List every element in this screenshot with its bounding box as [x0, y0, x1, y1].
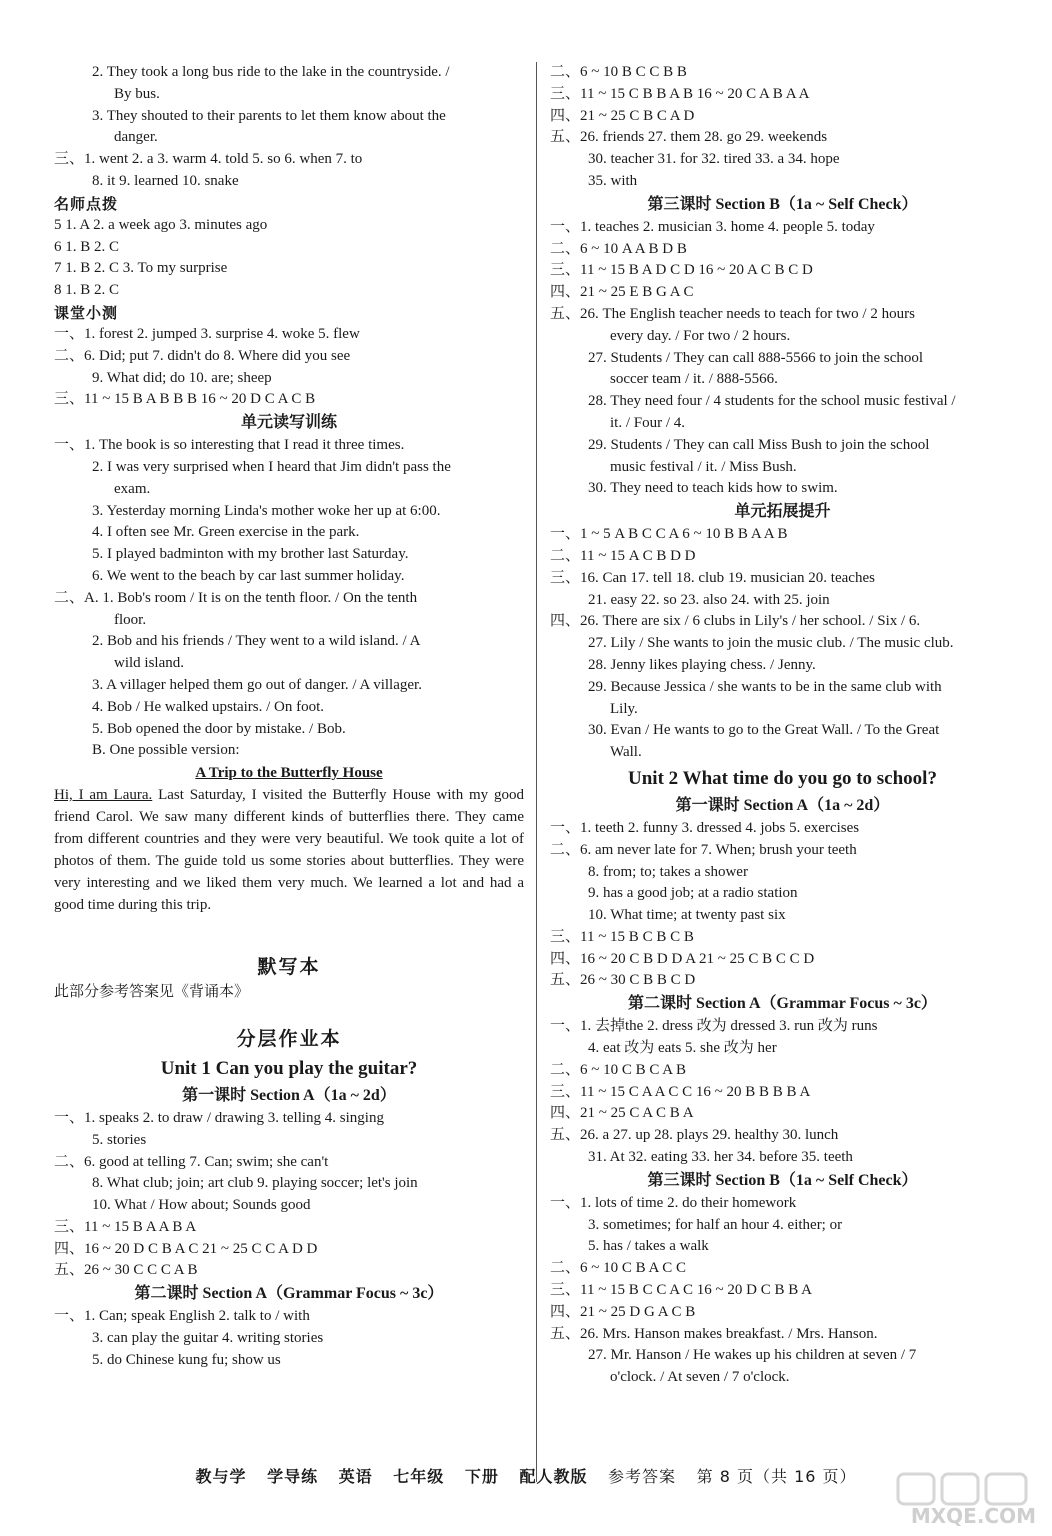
answer-line: 4. Bob / He walked upstairs. / On foot. — [92, 698, 325, 715]
answer-line: 8. What club; join; art club 9. playing soccer; let's join — [92, 1175, 418, 1192]
answer-line: 一、1. teeth 2. funny 3. dressed 4. jobs 5. exercises — [550, 819, 860, 836]
answer-line: 5. do Chinese kung fu; show us — [92, 1351, 281, 1368]
footer-subject: 英语 — [338, 1467, 373, 1486]
unit-title: Unit 2 What time do you go to school? — [628, 767, 937, 789]
answer-line: 8. it 9. learned 10. snake — [92, 172, 239, 189]
answer-line: 二、6. Did; put 7. didn't do 8. Where did you see — [54, 347, 351, 364]
answer-line: 29. Students / They can call Miss Bush to join the school — [588, 436, 930, 453]
answer-line: 三、11 ~ 15 B C B C B — [550, 928, 694, 945]
footer-edition: 配人教版 — [519, 1467, 588, 1486]
answer-line: 3. Yesterday morning Linda's mother woke her up at 6:00. — [92, 502, 441, 519]
answer-line: 一、1. forest 2. jumped 3. surprise 4. woke 5. flew — [54, 325, 360, 342]
answer-line: 一、1. The book is so interesting that I read it three times. — [54, 437, 405, 454]
lesson-heading: 单元读写训练 — [240, 414, 337, 432]
answer-line: 35. with — [588, 172, 638, 189]
answer-line: 10. What time; at twenty past six — [588, 907, 786, 924]
lesson-heading: 第三课时 Section B（1a ~ Self Check） — [647, 195, 918, 213]
answer-line: 四、26. There are six / 6 clubs in Lily's / her school. / Six / 6. — [550, 613, 921, 630]
answer-line: 一、1. lots of time 2. do their homework — [550, 1194, 797, 1211]
answer-line: 五、26. friends 27. them 28. go 29. weekends — [550, 129, 828, 146]
answer-line: 三、11 ~ 15 C B B A B 16 ~ 20 C A B A A — [550, 85, 810, 102]
answer-continuation: music festival / it. / Miss Bush. — [610, 458, 797, 475]
section-spacer — [54, 1004, 524, 1024]
answer-line: 2. Bob and his friends / They went to a wild island. / A — [92, 633, 421, 650]
answer-line: 8 1. B 2. C — [54, 282, 120, 299]
section-spacer — [54, 916, 524, 952]
answer-line: 三、11 ~ 15 B A B B B 16 ~ 20 D C A C B — [54, 391, 316, 408]
answer-line: 3. They shouted to their parents to let them know about the — [92, 107, 446, 124]
answer-line: 9. What did; do 10. are; sheep — [92, 369, 272, 386]
unit-title: Unit 1 Can you play the guitar? — [160, 1057, 418, 1079]
part-heading: 分层作业本 — [236, 1027, 342, 1050]
lesson-heading: 第三课时 Section B（1a ~ Self Check） — [647, 1171, 918, 1189]
answer-line: 三、11 ~ 15 B A A B A — [54, 1218, 197, 1235]
answer-line: 30. teacher 31. for 32. tired 33. a 34. hope — [588, 151, 840, 168]
watermark-text: MXQE.COM — [910, 1504, 1036, 1528]
answer-line: 30. They need to teach kids how to swim. — [588, 480, 838, 497]
essay-body: Last Saturday, I visited the Butterfly House with my good friend Carol. We saw many different kinds of butterflies there. They came from different countries and they were very beautiful. We took quite a lot of photos of them. The guide told us some stories about butterflies. They were very interesting and we liked them very much. We learned a lot and had a good time during this trip. — [54, 787, 524, 914]
left-column — [54, 62, 524, 1372]
answer-line: 5. Bob opened the door by mistake. / Bob. — [92, 720, 346, 737]
answer-continuation: wild island. — [114, 655, 184, 672]
answer-line: 27. Mr. Hanson / He wakes up his children at seven / 7 — [588, 1347, 917, 1364]
answer-line: 二、6 ~ 10 B C C B B — [550, 64, 687, 80]
answer-line: 3. can play the guitar 4. writing stories — [92, 1330, 324, 1347]
answer-line: 二、6. good at telling 7. Can; swim; she can't — [54, 1153, 329, 1170]
essay-title: A Trip to the Butterfly House — [195, 765, 383, 782]
answer-line: 二、6 ~ 10 A A B D B — [550, 240, 687, 257]
lesson-heading: 第一课时 Section A（1a ~ 2d） — [182, 1086, 396, 1104]
answer-line: 二、11 ~ 15 A C B D D — [550, 547, 696, 564]
answer-line: 五、26 ~ 30 C C C A B — [54, 1262, 198, 1279]
answer-line: 30. Evan / He wants to go to the Great Wall. / To the Great — [588, 722, 940, 739]
answer-line: 27. Lily / She wants to join the music club. / The music club. — [588, 635, 954, 652]
answer-line: 6 1. B 2. C — [54, 238, 120, 255]
answer-line: 五、26. Mrs. Hanson makes breakfast. / Mrs. Hanson. — [550, 1325, 878, 1342]
answer-line: 二、A. 1. Bob's room / It is on the tenth floor. / On the tenth — [54, 589, 418, 606]
answer-line: 三、11 ~ 15 C A A C C 16 ~ 20 B B B B A — [550, 1083, 811, 1100]
footer-book: 学导练 — [267, 1467, 319, 1486]
answer-line: 29. Because Jessica / she wants to be in the same club with — [588, 678, 942, 695]
lesson-heading: 第一课时 Section A（1a ~ 2d） — [675, 796, 890, 814]
answer-line: 四、21 ~ 25 E B G A C — [550, 284, 694, 301]
answer-line: 三、16. Can 17. tell 18. club 19. musician 20. teaches — [550, 569, 875, 586]
answer-line: 10. What / How about; Sounds good — [92, 1197, 311, 1214]
answer-line: 7 1. B 2. C 3. To my surprise — [54, 260, 228, 277]
part-heading: 默写本 — [257, 956, 321, 979]
answer-line: 3. sometimes; for half an hour 4. either; or — [588, 1216, 843, 1233]
answer-line: 四、16 ~ 20 C B D D A 21 ~ 25 C B C C D — [550, 950, 815, 967]
answer-continuation: danger. — [114, 129, 158, 146]
answer-line: 四、16 ~ 20 D C B A C 21 ~ 25 C C A D D — [54, 1240, 318, 1257]
answer-line: 2. I was very surprised when I heard that Jim didn't pass the — [92, 458, 451, 475]
answer-line: 二、6 ~ 10 C B A C C — [550, 1260, 687, 1277]
answer-line: 2. They took a long bus ride to the lake in the countryside. / — [92, 64, 450, 80]
answer-line: 三、11 ~ 15 B C C A C 16 ~ 20 D C B B A — [550, 1282, 812, 1299]
answer-line: 6. We went to the beach by car last summer holiday. — [92, 567, 405, 584]
answer-line: 五、26. a 27. up 28. plays 29. healthy 30. lunch — [550, 1127, 839, 1144]
essay-paragraph — [54, 784, 524, 916]
answer-line: 五、26. The English teacher needs to teach for two / 2 hours — [550, 305, 915, 322]
answer-line: 四、21 ~ 25 D G A C B — [550, 1303, 696, 1320]
answer-line: 28. They need four / 4 students for the school music festival / — [588, 393, 956, 410]
answer-line: 5. has / takes a walk — [588, 1238, 709, 1255]
answer-continuation: exam. — [114, 480, 151, 497]
answer-line: 27. Students / They can call 888-5566 to join the school — [588, 349, 924, 366]
answer-continuation: Lily. — [610, 700, 638, 717]
footer-answer-label: 参考答案 — [608, 1467, 677, 1486]
answer-line: 3. A villager helped them go out of danger. / A villager. — [92, 676, 422, 693]
answer-continuation: By bus. — [114, 85, 160, 102]
answer-line: 4. I often see Mr. Green exercise in the park. — [92, 524, 360, 541]
answer-line: B. One possible version: — [92, 742, 240, 759]
answer-line: 5 1. A 2. a week ago 3. minutes ago — [54, 216, 268, 233]
answer-line: 4. eat 改为 eats 5. she 改为 her — [588, 1040, 777, 1057]
answer-line: 四、21 ~ 25 C B C A D — [550, 107, 695, 124]
lesson-heading: 单元拓展提升 — [734, 503, 831, 521]
essay-greeting: Hi, I am Laura. — [54, 787, 153, 804]
answer-line: 8. from; to; takes a shower — [588, 863, 748, 880]
answer-line: 一、1. Can; speak English 2. talk to / with — [54, 1308, 310, 1325]
answer-line: 5. I played badminton with my brother last Saturday. — [92, 546, 409, 563]
answer-line: 一、1. teaches 2. musician 3. home 4. people 5. today — [550, 218, 875, 235]
footer-page-number: 第 8 页（共 16 页） — [696, 1467, 857, 1486]
lesson-heading: 第二课时 Section A（Grammar Focus ~ 3c） — [628, 995, 937, 1013]
answer-line: 一、1. speaks 2. to draw / drawing 3. telling 4. singing — [54, 1109, 384, 1126]
answer-line: 5. stories — [92, 1131, 147, 1148]
answer-line: 四、21 ~ 25 C A C B A — [550, 1105, 694, 1122]
answer-continuation: soccer team / it. / 888-5566. — [610, 371, 778, 388]
answer-line: 五、26 ~ 30 C B B C D — [550, 972, 696, 989]
answer-line: 三、1. went 2. a 3. warm 4. told 5. so 6. when 7. to — [54, 151, 363, 168]
answer-line: 二、6 ~ 10 C B C A B — [550, 1061, 687, 1078]
footer-grade: 七年级 — [393, 1467, 445, 1486]
answer-line: 一、1 ~ 5 A B C C A 6 ~ 10 B B A A B — [550, 526, 788, 543]
answer-line: 此部分参考答案见《背诵本》 — [54, 984, 250, 1001]
answer-line: 三、11 ~ 15 B A D C D 16 ~ 20 A C B C D — [550, 262, 813, 279]
answer-line: 一、1. 去掉the 2. dress 改为 dressed 3. run 改为 runs — [550, 1018, 878, 1035]
right-column — [550, 62, 1015, 1389]
answer-line: 二、6. am never late for 7. When; brush your teeth — [550, 841, 857, 858]
answer-line: 21. easy 22. so 23. also 24. with 25. join — [588, 591, 830, 608]
answer-continuation: it. / Four / 4. — [610, 414, 686, 431]
answer-line: 9. has a good job; at a radio station — [588, 885, 798, 902]
section-heading: 课堂小测 — [54, 303, 119, 322]
answer-line: 28. Jenny likes playing chess. / Jenny. — [588, 656, 816, 673]
lesson-heading: 第二课时 Section A（Grammar Focus ~ 3c） — [134, 1285, 444, 1303]
column-divider — [536, 62, 537, 1482]
answer-continuation: every day. / For two / 2 hours. — [610, 327, 791, 344]
answer-line: 31. At 32. eating 33. her 34. before 35. teeth — [588, 1149, 853, 1166]
answer-continuation: floor. — [114, 611, 147, 628]
answer-continuation: o'clock. / At seven / 7 o'clock. — [610, 1369, 790, 1386]
section-heading: 名师点拨 — [54, 194, 119, 213]
footer-volume: 下册 — [464, 1467, 499, 1486]
answer-continuation: Wall. — [610, 744, 642, 761]
footer-series: 教与学 — [195, 1467, 247, 1486]
